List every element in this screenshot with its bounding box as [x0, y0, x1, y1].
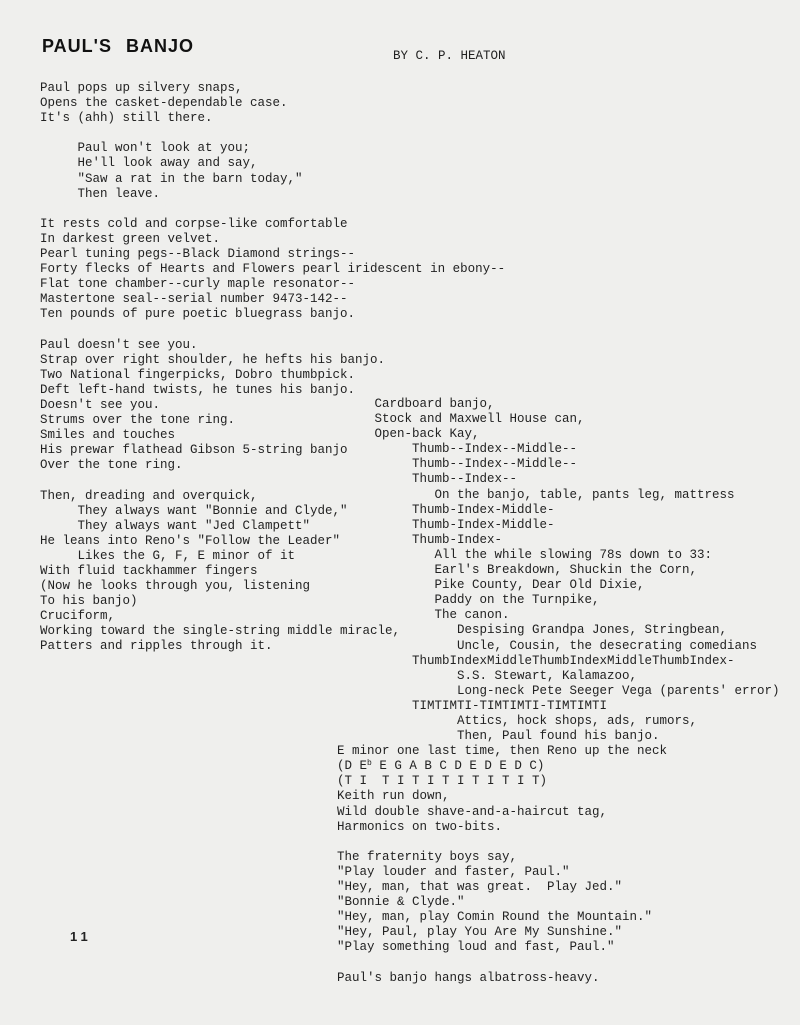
- verse-line: He leans into Reno's "Follow the Leader": [40, 533, 341, 548]
- verse-line: Keith run down,: [337, 789, 450, 804]
- verse-line: Thumb-Index-: [412, 532, 503, 547]
- verse-line: Paul won't look at you;: [77, 141, 251, 156]
- verse-line: "Play louder and faster, Paul.": [337, 864, 570, 879]
- flat-superscript: b: [367, 759, 372, 769]
- verse-line: Earl's Breakdown, Shuckin the Corn,: [434, 563, 698, 578]
- verse-line: Cardboard banjo,: [374, 397, 495, 411]
- verse-line: Attics, hock shops, ads, rumors,: [457, 713, 698, 728]
- page-number: 11: [70, 929, 92, 944]
- verse-line: S.S. Stewart, Kalamazoo,: [457, 668, 638, 683]
- author-byline: BY C. P. HEATON: [393, 49, 506, 63]
- verse-line: Long-neck Pete Seeger Vega (parents' error): [457, 683, 780, 698]
- verse-line: Two National fingerpicks, Dobro thumbpick.: [40, 367, 356, 382]
- verse-fragment: (D E: [337, 759, 368, 774]
- stanza-break: [337, 835, 780, 850]
- verse-line: Flat tone chamber--curly maple resonator--: [40, 277, 356, 292]
- verse-line: Uncle, Cousin, the desecrating comedians: [457, 638, 758, 653]
- verse-line: They always want "Jed Clampett": [77, 518, 311, 533]
- verse-line: Strums over the tone ring.: [40, 413, 236, 428]
- verse-line: Smiles and touches: [40, 428, 176, 443]
- verse-line: Thumb--Index--Middle--: [412, 457, 578, 472]
- verse-line: His prewar flathead Gibson 5-string banjo: [40, 443, 348, 458]
- verse-line: In darkest green velvet.: [40, 231, 221, 246]
- verse-line: Ten pounds of pure poetic bluegrass banjo.: [40, 307, 356, 322]
- stanza-break: [40, 126, 505, 141]
- verse-line: Paul pops up silvery snaps,: [40, 81, 243, 95]
- verse-line: Thumb--Index--: [412, 472, 518, 487]
- verse-line: Working toward the single-string middle miracle,: [40, 624, 401, 639]
- stanza-break: [40, 202, 505, 217]
- verse-line: He'll look away and say,: [77, 156, 258, 171]
- verse-line: Thumb--Index--Middle--: [412, 442, 578, 457]
- verse-line: Paddy on the Turnpike,: [434, 593, 600, 608]
- verse-line: ThumbIndexMiddleThumbIndexMiddleThumbIndex-: [412, 653, 735, 668]
- verse-line: (Now he looks through you, listening: [40, 579, 311, 594]
- stanza-break: [337, 955, 780, 970]
- verse-line: [337, 759, 780, 774]
- verse-line: Cruciform,: [40, 609, 116, 624]
- verse-line: Paul doesn't see you.: [40, 337, 198, 352]
- verse-line: They always want "Bonnie and Clyde,": [77, 503, 348, 518]
- verse-line: Wild double shave-and-a-haircut tag,: [337, 804, 608, 819]
- verse-line: "Hey, man, that was great. Play Jed.": [337, 880, 623, 894]
- verse-line: Pike County, Dear Old Dixie,: [434, 578, 645, 593]
- verse-line: Open-back Kay,: [374, 427, 480, 442]
- verse-line: Then, Paul found his banjo.: [457, 729, 660, 744]
- verse-line: "Saw a rat in the barn today,": [77, 171, 303, 186]
- verse-line: It rests cold and corpse-like comfortable: [40, 216, 348, 231]
- verse-line: E minor one last time, then Reno up the neck: [337, 744, 668, 759]
- verse-line: Harmonics on two-bits.: [337, 819, 503, 834]
- verse-line: "Hey, man, play Comin Round the Mountain.": [337, 910, 653, 925]
- poem-title: PAUL'S BANJO: [42, 36, 194, 56]
- verse-line: TIMTIMTI-TIMTIMTI-TIMTIMTI: [412, 698, 608, 713]
- verse-line: With fluid tackhammer fingers: [40, 564, 258, 578]
- verse-line: It's (ahh) still there.: [40, 111, 213, 126]
- verse-line: Then leave.: [77, 186, 161, 201]
- verse-line: Thumb-Index-Middle-: [412, 502, 555, 517]
- verse-line: "Play something loud and fast, Paul.": [337, 940, 615, 955]
- verse-line: Patters and ripples through it.: [40, 639, 273, 654]
- verse-line: Mastertone seal--serial number 9473-142--: [40, 292, 348, 307]
- verse-line: Opens the casket-dependable case.: [40, 96, 288, 111]
- verse-line: To his banjo): [40, 594, 138, 609]
- verse-line: (T I T I T I T I T I T I T): [337, 774, 548, 789]
- verse-line: All the while slowing 78s down to 33:: [434, 547, 713, 562]
- verse-line: The canon.: [434, 608, 510, 623]
- right-column-verse: [337, 397, 780, 986]
- verse-line: "Hey, Paul, play You Are My Sunshine.": [337, 925, 623, 940]
- stanza-break: [40, 323, 505, 338]
- verse-line: Likes the G, F, E minor of it: [77, 548, 296, 563]
- verse-line: Over the tone ring.: [40, 458, 183, 473]
- verse-line: Pearl tuning pegs--Black Diamond strings--: [40, 247, 356, 262]
- verse-line: Strap over right shoulder, he hefts his banjo.: [40, 352, 386, 367]
- verse-line: Paul's banjo hangs albatross-heavy.: [337, 970, 600, 985]
- verse-line: Forty flecks of Hearts and Flowers pearl iridescent in ebony--: [40, 262, 506, 277]
- verse-line: The fraternity boys say,: [337, 849, 518, 864]
- verse-fragment: E G A B C D E D E D C): [371, 759, 545, 774]
- verse-line: Despising Grandpa Jones, Stringbean,: [457, 623, 728, 638]
- verse-line: Doesn't see you.: [40, 397, 161, 412]
- verse-line: Then, dreading and overquick,: [40, 488, 258, 503]
- verse-line: "Bonnie & Clyde.": [337, 895, 465, 910]
- verse-line: On the banjo, table, pants leg, mattress: [434, 487, 735, 502]
- verse-line: Deft left-hand twists, he tunes his banjo.: [40, 382, 356, 397]
- verse-line: Stock and Maxwell House can,: [374, 412, 585, 427]
- verse-line: Thumb-Index-Middle-: [412, 517, 555, 532]
